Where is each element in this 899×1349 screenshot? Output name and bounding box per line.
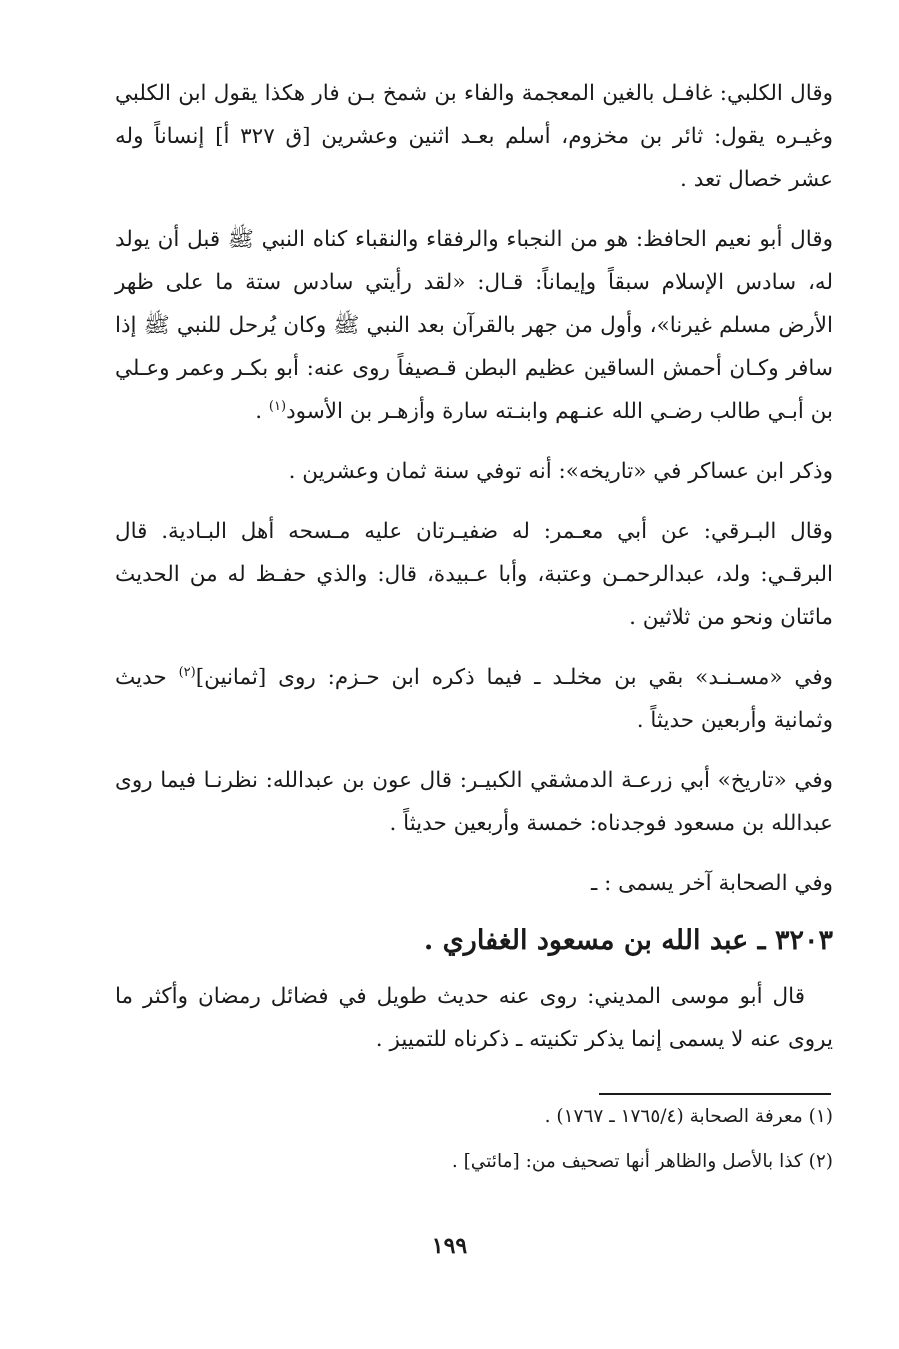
paragraph-abu-nuaym-end: . xyxy=(255,399,269,424)
footnote-2: (٢) كذا بالأصل والظاهر أنها تصحيف من: [مائتي] . xyxy=(451,1151,833,1172)
paragraph-abu-musa: قال أبو موسى المديني: روى عنه حديث طويل في فضائل رمضان وأكثر ما يروى عنه لا يسمى إنما يذكر تكنيته ـ ذكرناه للتمييز . xyxy=(115,984,833,1052)
paragraph-abu-nuaym xyxy=(115,218,833,433)
paragraph-musnad xyxy=(115,656,833,742)
footnote-ref-1[interactable]: (١) xyxy=(268,398,287,414)
paragraph-musnad-text: وفي «مسـنـد» بقي بن مخلـد ـ فيما ذكره ابن حـزم: روى [ثمانين] xyxy=(195,665,834,690)
paragraph-ibn-asakir: وذكر ابن عساكر في «تاريخه»: أنه توفي سنة ثمان وعشرين . xyxy=(288,459,833,484)
footnote-divider xyxy=(599,1093,831,1095)
paragraph-barqi: وقال البـرقي: عن أبي معـمر: له ضفيـرتان عليه مـسحه أهل البـادية. قال البرقـي: ولد، عبدالرحمـن وعتبة، وأبا عـبيدة، قال: والذي حفـظ له من الحديث مائتان ونحو من ثلاثين . xyxy=(115,519,833,630)
paragraph-another-companion: وفي الصحابة آخر يسمى : ـ xyxy=(590,871,833,896)
page-body xyxy=(115,72,833,1078)
page-number: ١٩٩ xyxy=(431,1233,468,1259)
entry-title: ٣٢٠٣ ـ عبد الله بن مسعود الغفاري . xyxy=(423,925,833,956)
paragraph-kalbi: وقال الكلبي: غافـل بالغين المعجمة والفاء بن شمخ بـن فار هكذا يقول ابن الكلبي وغيـره يقول: ثائر بن مخزوم، أسلم بعـد اثنين وعشرين [ق ٣٢٧ أ] إنساناً وله عشر خصال تعد . xyxy=(115,81,834,192)
paragraph-abu-zura: وفي «تاريخ» أبي زرعـة الدمشقي الكبيـر: قال عون بن عبدالله: نظرنـا فيما روى عبدالله بن مسعود فوجدناه: خمسة وأربعين حديثاً . xyxy=(115,768,833,836)
footnote-1: (١) معرفة الصحابة (١٧٦٥/٤ ـ ١٧٦٧) . xyxy=(544,1106,833,1127)
footnotes xyxy=(113,1103,833,1193)
paragraph-musnad-end: حديث وثمانية وأربعين حديثاً . xyxy=(115,665,833,733)
paragraph-abu-nuaym-text: وقال أبو نعيم الحافظ: هو من النجباء والرفقاء والنقباء كناه النبي ﷺ قبل أن يولد له، سادس الإسلام سبقاً وإيماناً: قـال: «لقد رأيتي سادس ستة ما على ظهر الأرض مسلم غيرنا»، وأول من جهر بالقرآن بعد النبي ﷺ وكان يُرحل للنبي ﷺ إذا سافر وكـان أحمش الساقين عظيم البطن قـصيفاً روى عنه: أبو بكـر وعمر وعـلي بن أبـي طالب رضـي الله عنـهم وابنـته سارة وأزهـر بن الأسود xyxy=(115,227,833,424)
footnote-ref-2[interactable]: (٢) xyxy=(178,664,196,680)
